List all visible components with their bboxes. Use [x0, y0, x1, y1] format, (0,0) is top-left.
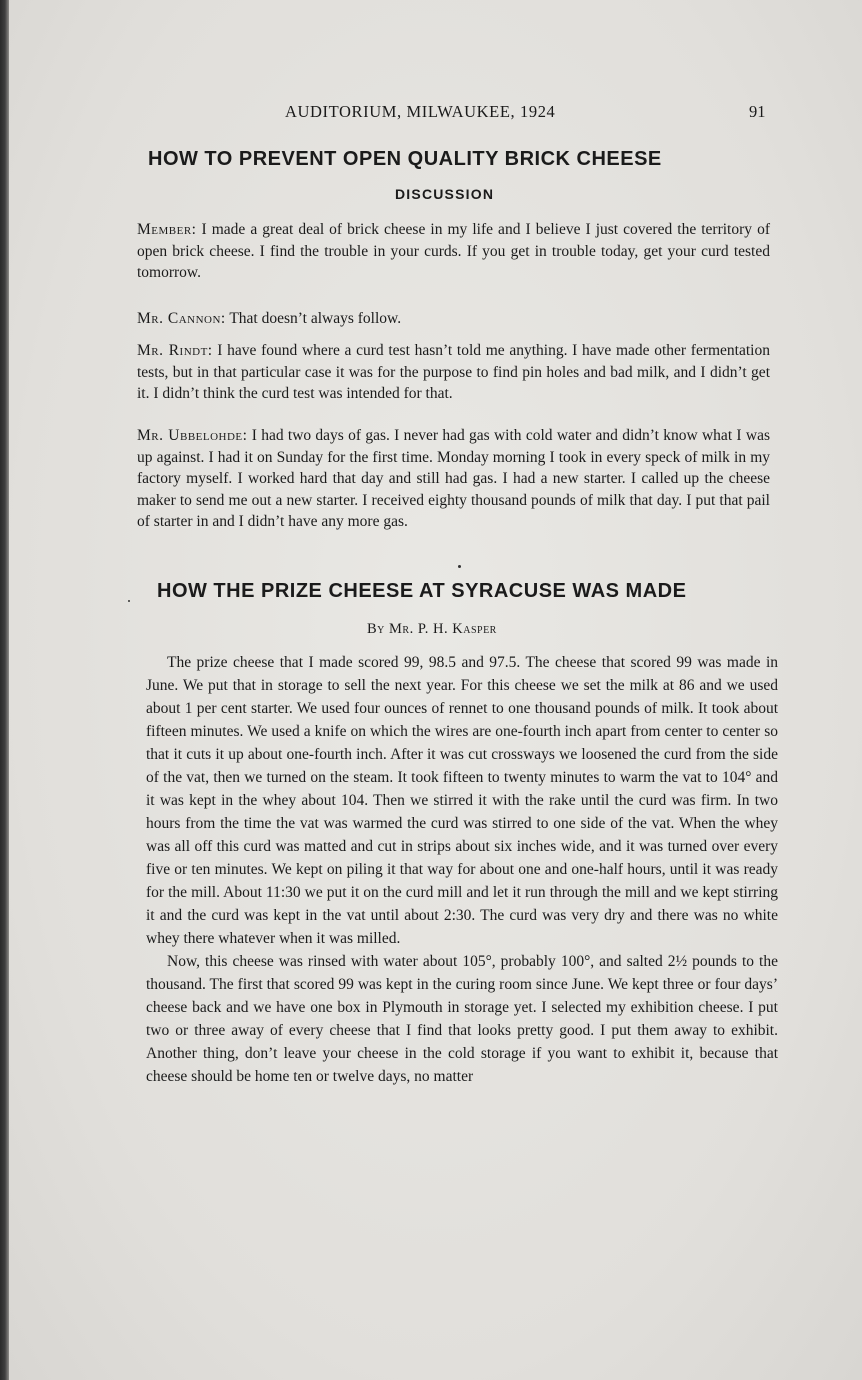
- running-head: AUDITORIUM, MILWAUKEE, 1924: [285, 102, 556, 121]
- book-spine-edge: [0, 0, 9, 1380]
- discussion-subheading: DISCUSSION: [395, 186, 495, 202]
- speaker-name: Mr. Cannon:: [137, 310, 226, 327]
- section-title-open-quality-brick-cheese: HOW TO PREVENT OPEN QUALITY BRICK CHEESE: [148, 148, 662, 170]
- book-page: [9, 0, 862, 1380]
- paragraph-text: That doesn’t always follow.: [225, 310, 402, 327]
- article-paragraph: The prize cheese that I made scored 99, 98.5 and 97.5. The cheese that scored 99 was made in June. We put that in storage to sell the next year. For this cheese we set the milk at 86 and we used about 1 per cent starter. We used four ounces of rennet to one thousand pounds of milk. It took about fifteen minutes. We used a knife on which the wires are one-fourth inch apart from center to center so that it cuts it up about one-fourth inch. After it was cut crossways we loosened the curd from the side of the vat, then we turned on the steam. It took fifteen to twenty minutes to warm the vat to 104° and it was kept in the whey about 104. Then we stirred it with the rake until the curd was firm. In two hours from the time the vat was warmed the curd was stirred to one side of the vat. When the whey was all off this curd was matted and cut in strips about six inches wide, and it was turned over every five or ten minutes. We kept on piling it that way for about one and one-half hours, until it was ready for the mill. About 11:30 we put it on the curd mill and let it run through the mill and we kept stirring it and the curd was kept in the vat until about 2:30. The curd was very dry and there was no white whey there whatever when it was milled.: [146, 654, 778, 947]
- ink-speck: [128, 600, 130, 602]
- paragraph-mr-cannon: [137, 308, 770, 330]
- article-paragraph: Now, this cheese was rinsed with water about 105°, probably 100°, and salted 2½ pounds to the thousand. The first that scored 99 was kept in the curing room since June. We kept three or four days’ cheese back and we have one box in Plymouth in storage yet. I selected my exhibition cheese. I put two or three away of every cheese that I find that looks pretty good. I put them away to exhibit. Another thing, don’t leave your cheese in the cold storage if you want to exhibit it, because that cheese should be home ten or twelve days, no matter: [146, 953, 778, 1085]
- author-byline: By Mr. P. H. Kasper: [367, 621, 497, 637]
- paragraph-member: [137, 219, 770, 284]
- paragraph-mr-ubbelohde: [137, 425, 770, 533]
- paragraph-mr-rindt: [137, 340, 770, 405]
- page-number: 91: [749, 102, 766, 121]
- section-title-prize-cheese-syracuse: HOW THE PRIZE CHEESE AT SYRACUSE WAS MADE: [157, 580, 687, 602]
- paragraph-text: I had two days of gas. I never had gas with cold water and didn’t know what I was up against. I had it on Sunday for the first time. Monday morning I took in every speck of milk in my factory myself. I worked hard that day and still had gas. I had a new starter. I called up the cheese maker to send me out a new starter. I received eighty thousand pounds of milk that day. I put that pail of starter in and I didn’t have any more gas.: [137, 427, 770, 530]
- speaker-name: Mr. Ubbelohde:: [137, 427, 248, 444]
- article-body: [146, 651, 778, 1088]
- ink-speck: [458, 565, 461, 568]
- paragraph-text: I made a great deal of brick cheese in my life and I believe I just covered the territory of open brick cheese. I find the trouble in your curds. If you get in trouble today, get your curd tested tomorrow.: [137, 221, 770, 281]
- paragraph-text: I have found where a curd test hasn’t told me anything. I have made other fermentation tests, but in that particular case it was for the purpose to find pin holes and bad milk, and I didn’t get it. I didn’t think the curd test was intended for that.: [137, 342, 770, 402]
- speaker-name: Mr. Rindt:: [137, 342, 213, 359]
- speaker-name: Member:: [137, 221, 197, 238]
